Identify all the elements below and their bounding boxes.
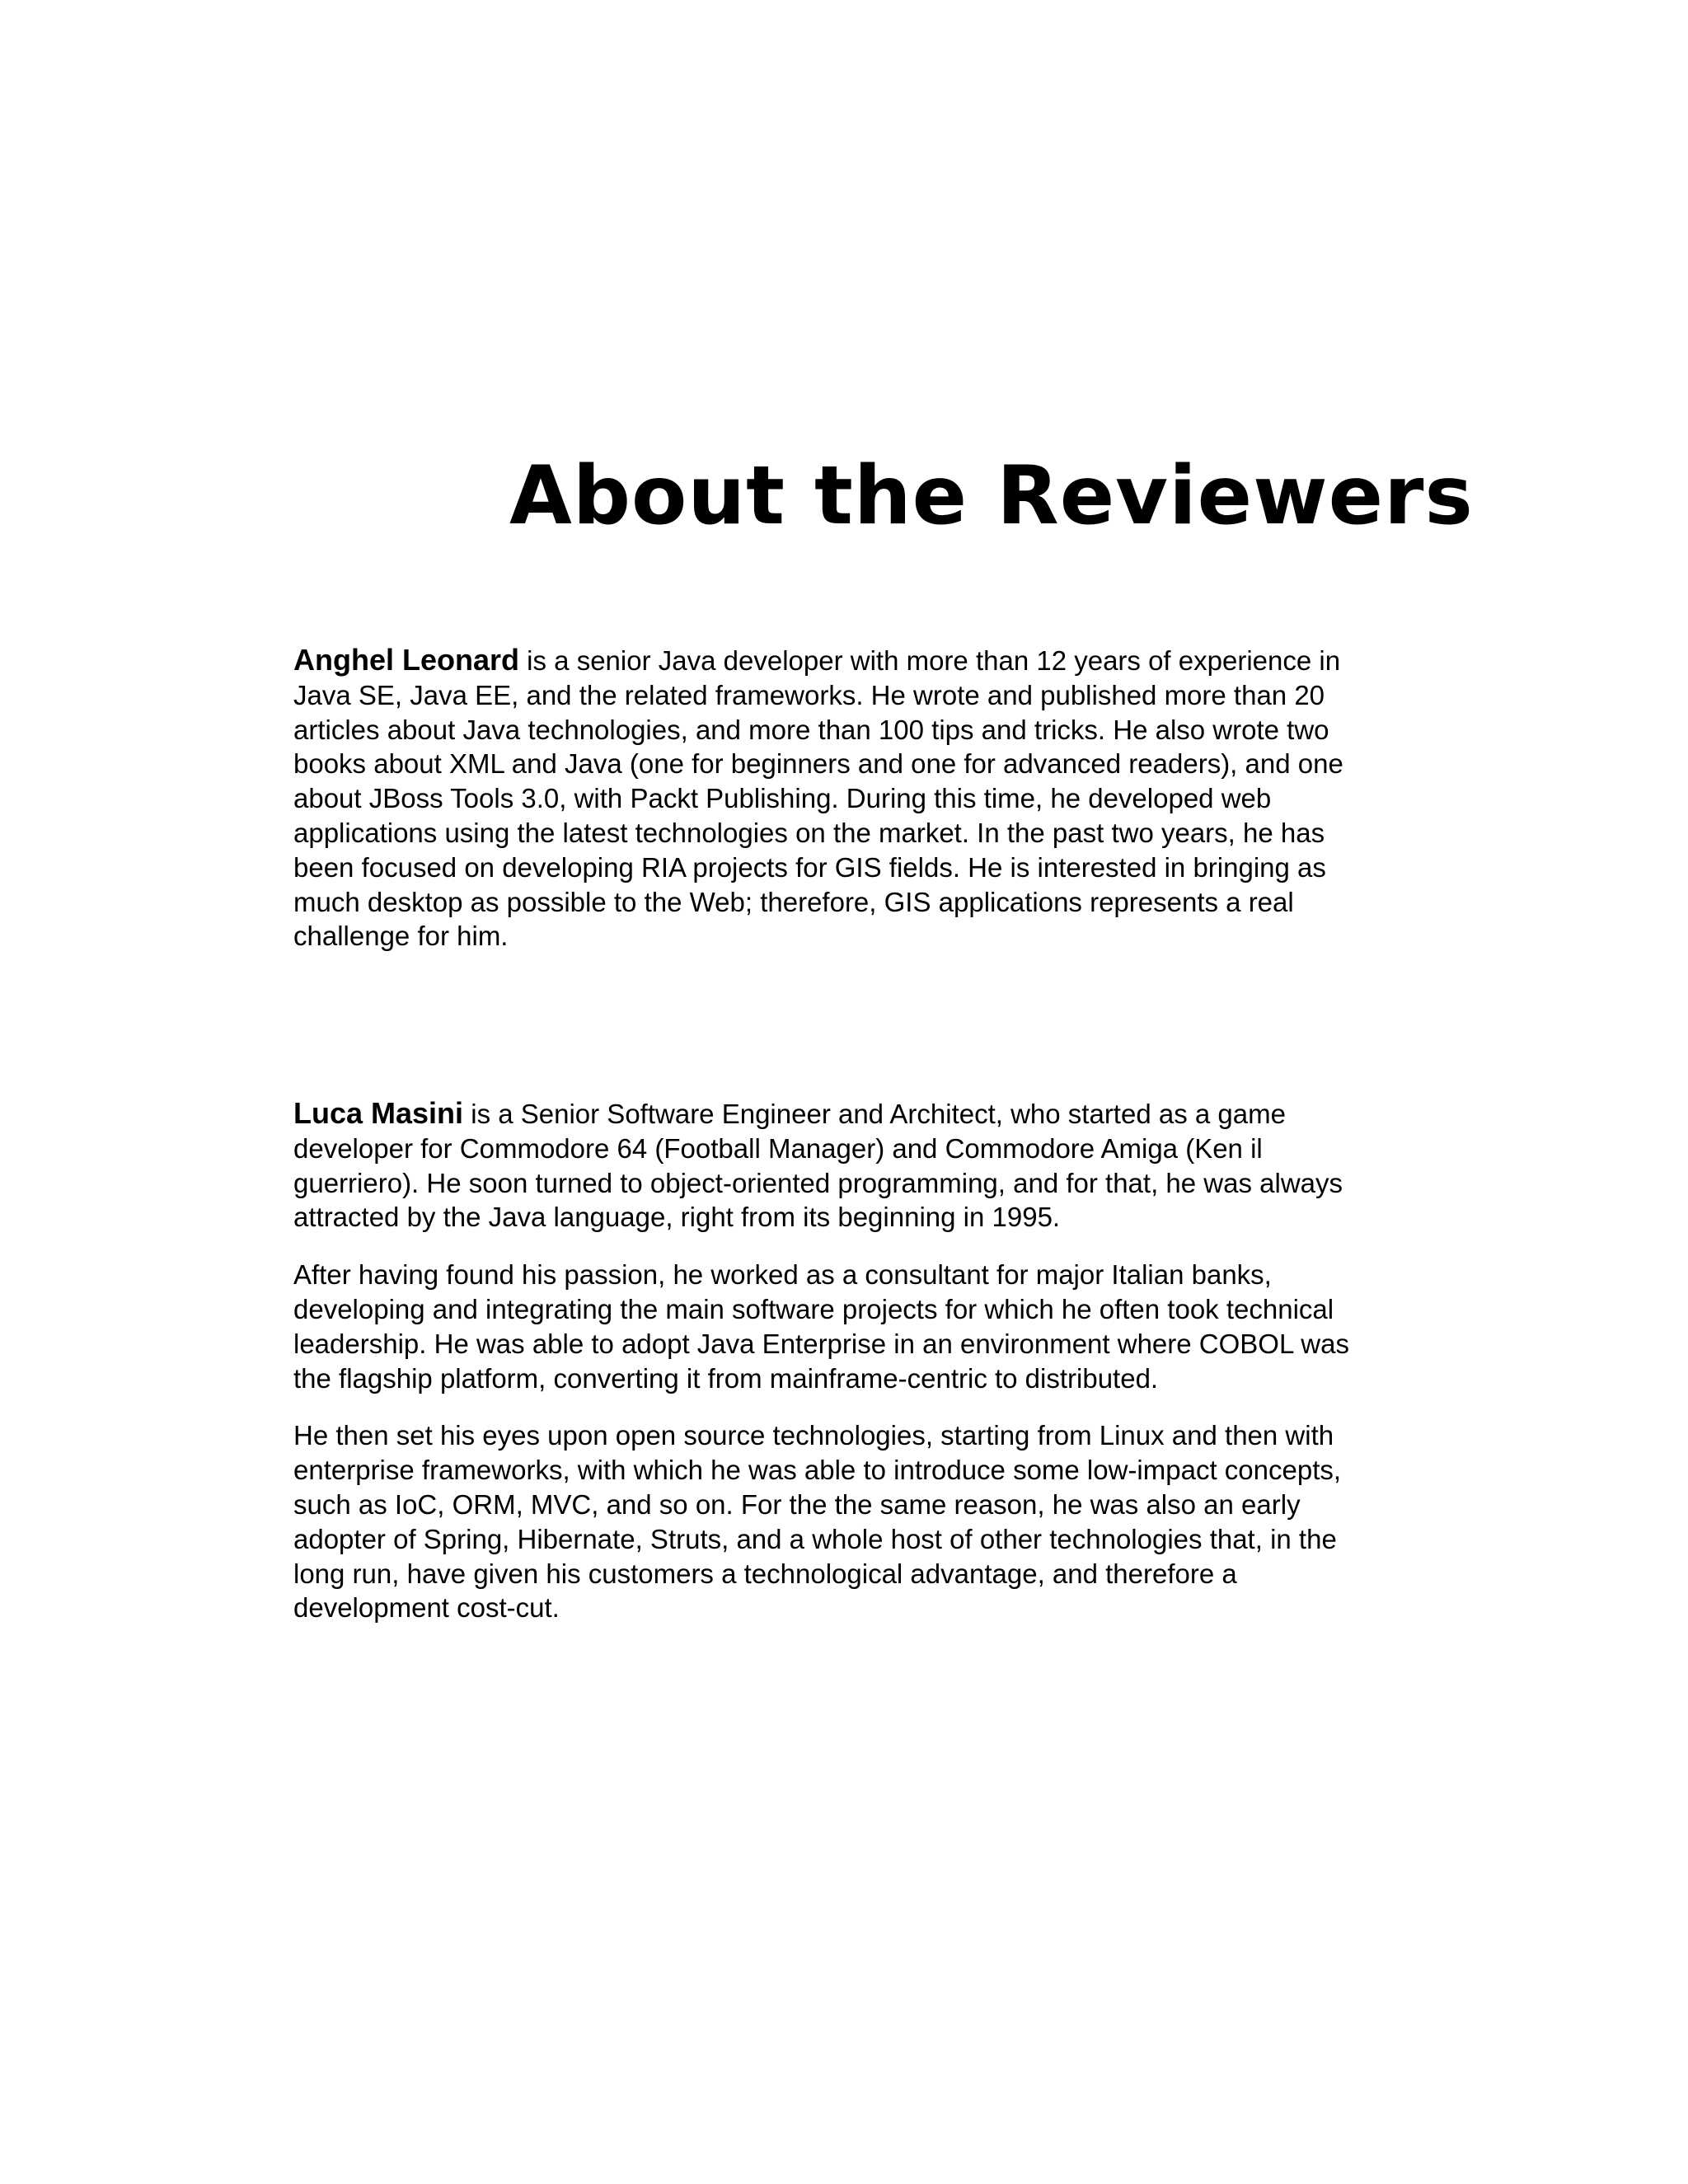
reviewer-bio-anghel-leonard bbox=[293, 643, 1365, 977]
reviewer-bio-luca-masini bbox=[293, 1096, 1365, 1648]
bio-paragraph: After having found his passion, he worked as a consultant for major Italian banks, developing and integrating the main software projects for which he often took technical leadership. He was able to adopt Java Enterprise in an environment where COBOL was the flagship platform, converting it from mainframe-centric to distributed. bbox=[293, 1259, 1349, 1394]
reviewer-name: Luca Masini bbox=[293, 1096, 464, 1130]
reviewer-name: Anghel Leonard bbox=[293, 643, 520, 677]
bio-text: is a senior Java developer with more than 12 years of experience in Java SE, Java EE, and the related frameworks. He wrote and published more than 20 articles about Java technologies, and more than 100 tips and tricks. He also wrote two books about XML and Java (one for beginners and one for advanced readers), and one about JBoss Tools 3.0, with Packt Publishing. During this time, he developed web applications using the latest technologies on the market. In the past two years, he has been focused on developing RIA projects for GIS fields. He is interested in bringing as much desktop as possible to the Web; therefore, GIS applications represents a real challenge for him. bbox=[293, 645, 1343, 952]
bio-paragraph bbox=[293, 643, 1365, 954]
bio-paragraph bbox=[293, 1096, 1365, 1235]
page-title: About the Reviewers bbox=[509, 449, 1474, 543]
bio-text: is a Senior Software Engineer and Architect, who started as a game developer for Commodore 64 (Football Manager) and Commodore Amiga (Ken il guerriero). He soon turned to object-oriented programming, and for that, he was always attracted by the Java language, right from its beginning in 1995. bbox=[293, 1099, 1343, 1233]
bio-paragraph: He then set his eyes upon open source technologies, starting from Linux and then with enterprise frameworks, with which he was able to introduce some low-impact concepts, such as IoC, ORM, MVC, and so on. For the the same reason, he was also an early adopter of Spring, Hibernate, Struts, and a whole host of other technologies that, in the long run, have given his customers a technological advantage, and therefore a development cost-cut. bbox=[293, 1420, 1342, 1624]
